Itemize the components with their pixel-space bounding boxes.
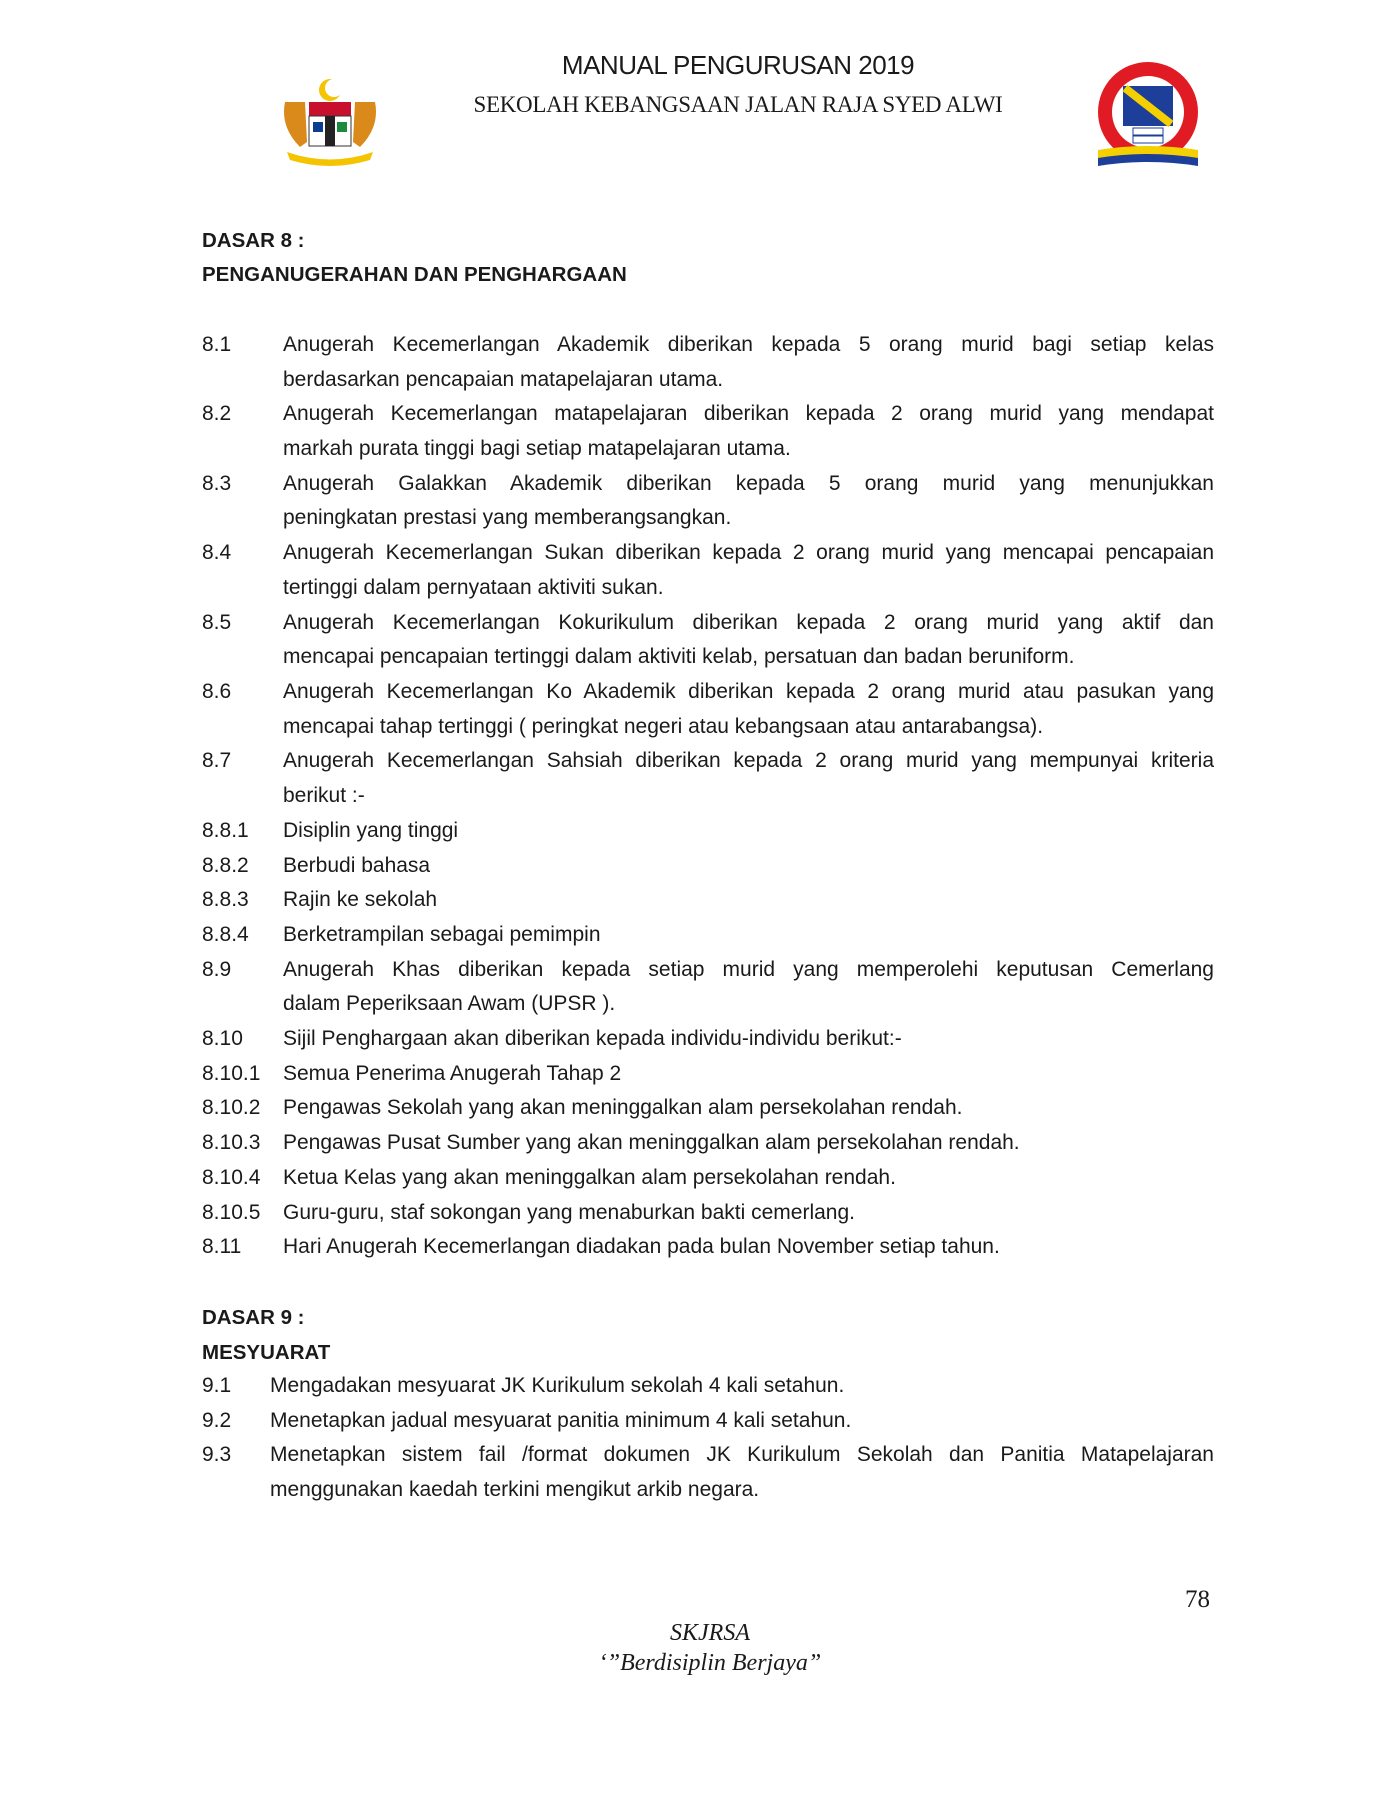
item-number: 8.8.4 [202, 922, 249, 946]
item-text-line: peningkatan prestasi yang memberangsangkan. [283, 506, 732, 530]
item-number: 8.5 [202, 610, 232, 634]
item-number: 8.4 [202, 541, 232, 565]
item-text [283, 1196, 1214, 1231]
item-text [283, 744, 1214, 813]
footer-school-abbr: SKJRSA [670, 1620, 750, 1646]
item-text-line: Pengawas Pusat Sumber yang akan meninggalkan alam persekolahan rendah. [283, 1131, 1020, 1155]
section-9-label: DASAR 9 : [202, 1306, 305, 1329]
item-text [283, 536, 1214, 605]
item-number: 9.1 [202, 1374, 232, 1397]
item-number: 9.3 [202, 1443, 232, 1467]
item-text-line: berikut :- [283, 784, 365, 808]
item-text-line: mencapai tahap tertinggi ( peringkat negeri atau kebangsaan atau antarabangsa). [283, 714, 1044, 738]
item-text [270, 1369, 1214, 1404]
item-number: 8.8.3 [202, 888, 249, 912]
item-text [270, 1438, 1214, 1507]
section-8-label: DASAR 8 : [202, 229, 305, 252]
item-text-line: Ketua Kelas yang akan meninggalkan alam persekolahan rendah. [283, 1165, 896, 1189]
item-text [283, 675, 1214, 744]
item-text [283, 397, 1214, 466]
item-number: 8.10 [202, 1027, 243, 1050]
item-text [283, 814, 1214, 849]
item-number: 8.9 [202, 957, 232, 981]
item-text [283, 953, 1214, 1022]
school-crest-logo [1093, 62, 1203, 175]
section-9-heading: MESYUARAT [202, 1341, 331, 1364]
item-text-line: markah purata tinggi bagi setiap matapelajaran utama. [283, 437, 791, 461]
malaysia-coat-of-arms-logo [275, 72, 385, 172]
item-text [270, 1404, 1214, 1439]
item-text-line: menggunakan kaedah terkini mengikut arkib negara. [270, 1478, 760, 1502]
section-8-heading: PENGANUGERAHAN DAN PENGHARGAAN [202, 263, 627, 286]
item-number: 8.10.3 [202, 1131, 261, 1155]
item-number: 8.2 [202, 402, 232, 426]
item-text [283, 849, 1214, 884]
item-number: 8.8.2 [202, 853, 249, 877]
item-text [283, 1091, 1214, 1126]
item-text-line: Menetapkan jadual mesyuarat panitia minimum 4 kali setahun. [270, 1408, 852, 1432]
footer-motto: ‘”Berdisiplin Berjaya” [598, 1650, 822, 1676]
item-number: 8.10.1 [202, 1061, 261, 1085]
item-text-line: Guru-guru, staf sokongan yang menaburkan bakti cemerlang. [283, 1200, 855, 1224]
item-text [283, 1022, 1214, 1057]
item-text-line: Hari Anugerah Kecemerlangan diadakan pada bulan November setiap tahun. [283, 1235, 1000, 1259]
item-number: 8.10.4 [202, 1165, 261, 1189]
item-text [283, 1057, 1214, 1092]
item-text-line: Berbudi bahasa [283, 853, 431, 877]
item-text [283, 1161, 1214, 1196]
item-text-line: Anugerah Khas diberikan kepada setiap murid yang memperolehi keputusan Cemerlang [283, 957, 1214, 981]
document-title: MANUAL PENGURUSAN 2019 [561, 50, 915, 80]
page-number: 78 [1185, 1586, 1210, 1613]
item-text [283, 1126, 1214, 1161]
item-number: 9.2 [202, 1408, 232, 1432]
item-text-line: mencapai pencapaian tertinggi dalam aktiviti kelab, persatuan dan badan beruniform. [283, 645, 1075, 669]
item-text-line: Menetapkan sistem fail /format dokumen JK Kurikulum Sekolah dan Panitia Matapelajaran [270, 1443, 1214, 1467]
school-name: SEKOLAH KEBANGSAAN JALAN RAJA SYED ALWI [473, 92, 1003, 117]
item-text-line: Anugerah Kecemerlangan Sahsiah diberikan kepada 2 orang murid yang mempunyai kriteria [283, 749, 1214, 773]
item-text [283, 328, 1214, 397]
item-text-line: dalam Peperiksaan Awam (UPSR ). [283, 992, 616, 1016]
item-text-line: Semua Penerima Anugerah Tahap 2 [283, 1061, 622, 1085]
item-text-line: Mengadakan mesyuarat JK Kurikulum sekolah 4 kali setahun. [270, 1374, 845, 1397]
item-number: 8.6 [202, 680, 232, 703]
item-number: 8.3 [202, 471, 232, 495]
item-text-line: Pengawas Sekolah yang akan meninggalkan alam persekolahan rendah. [283, 1096, 963, 1120]
item-text [283, 883, 1214, 918]
item-text-line: Anugerah Kecemerlangan Kokurikulum diberikan kepada 2 orang murid yang aktif dan [283, 610, 1214, 634]
item-text-line: Anugerah Kecemerlangan Ko Akademik diberikan kepada 2 orang murid atau pasukan yang [283, 680, 1214, 703]
item-number: 8.7 [202, 749, 232, 773]
item-number: 8.8.1 [202, 818, 249, 842]
item-number: 8.11 [202, 1235, 242, 1259]
item-text-line: Anugerah Kecemerlangan matapelajaran diberikan kepada 2 orang murid yang mendapat [283, 402, 1214, 426]
item-text-line: Anugerah Galakkan Akademik diberikan kepada 5 orang murid yang menunjukkan [283, 471, 1214, 495]
item-text [283, 918, 1214, 953]
item-text-line: Berketrampilan sebagai pemimpin [283, 922, 601, 946]
item-text-line: Anugerah Kecemerlangan Sukan diberikan kepada 2 orang murid yang mencapai pencapaian [283, 541, 1214, 565]
item-text-line: Anugerah Kecemerlangan Akademik diberikan kepada 5 orang murid bagi setiap kelas [283, 333, 1214, 356]
item-text [283, 467, 1214, 536]
item-text-line: Disiplin yang tinggi [283, 818, 459, 842]
item-number: 8.10.2 [202, 1096, 261, 1120]
item-text-line: Rajin ke sekolah [283, 888, 438, 912]
item-text [283, 606, 1214, 675]
item-text-line: berdasarkan pencapaian matapelajaran utama. [283, 367, 724, 391]
item-text-line: Sijil Penghargaan akan diberikan kepada individu-individu berikut:- [283, 1027, 902, 1050]
item-text-line: tertinggi dalam pernyataan aktiviti sukan. [283, 575, 664, 599]
item-text [283, 1230, 1214, 1265]
item-number: 8.10.5 [202, 1200, 261, 1224]
item-number: 8.1 [202, 333, 232, 356]
